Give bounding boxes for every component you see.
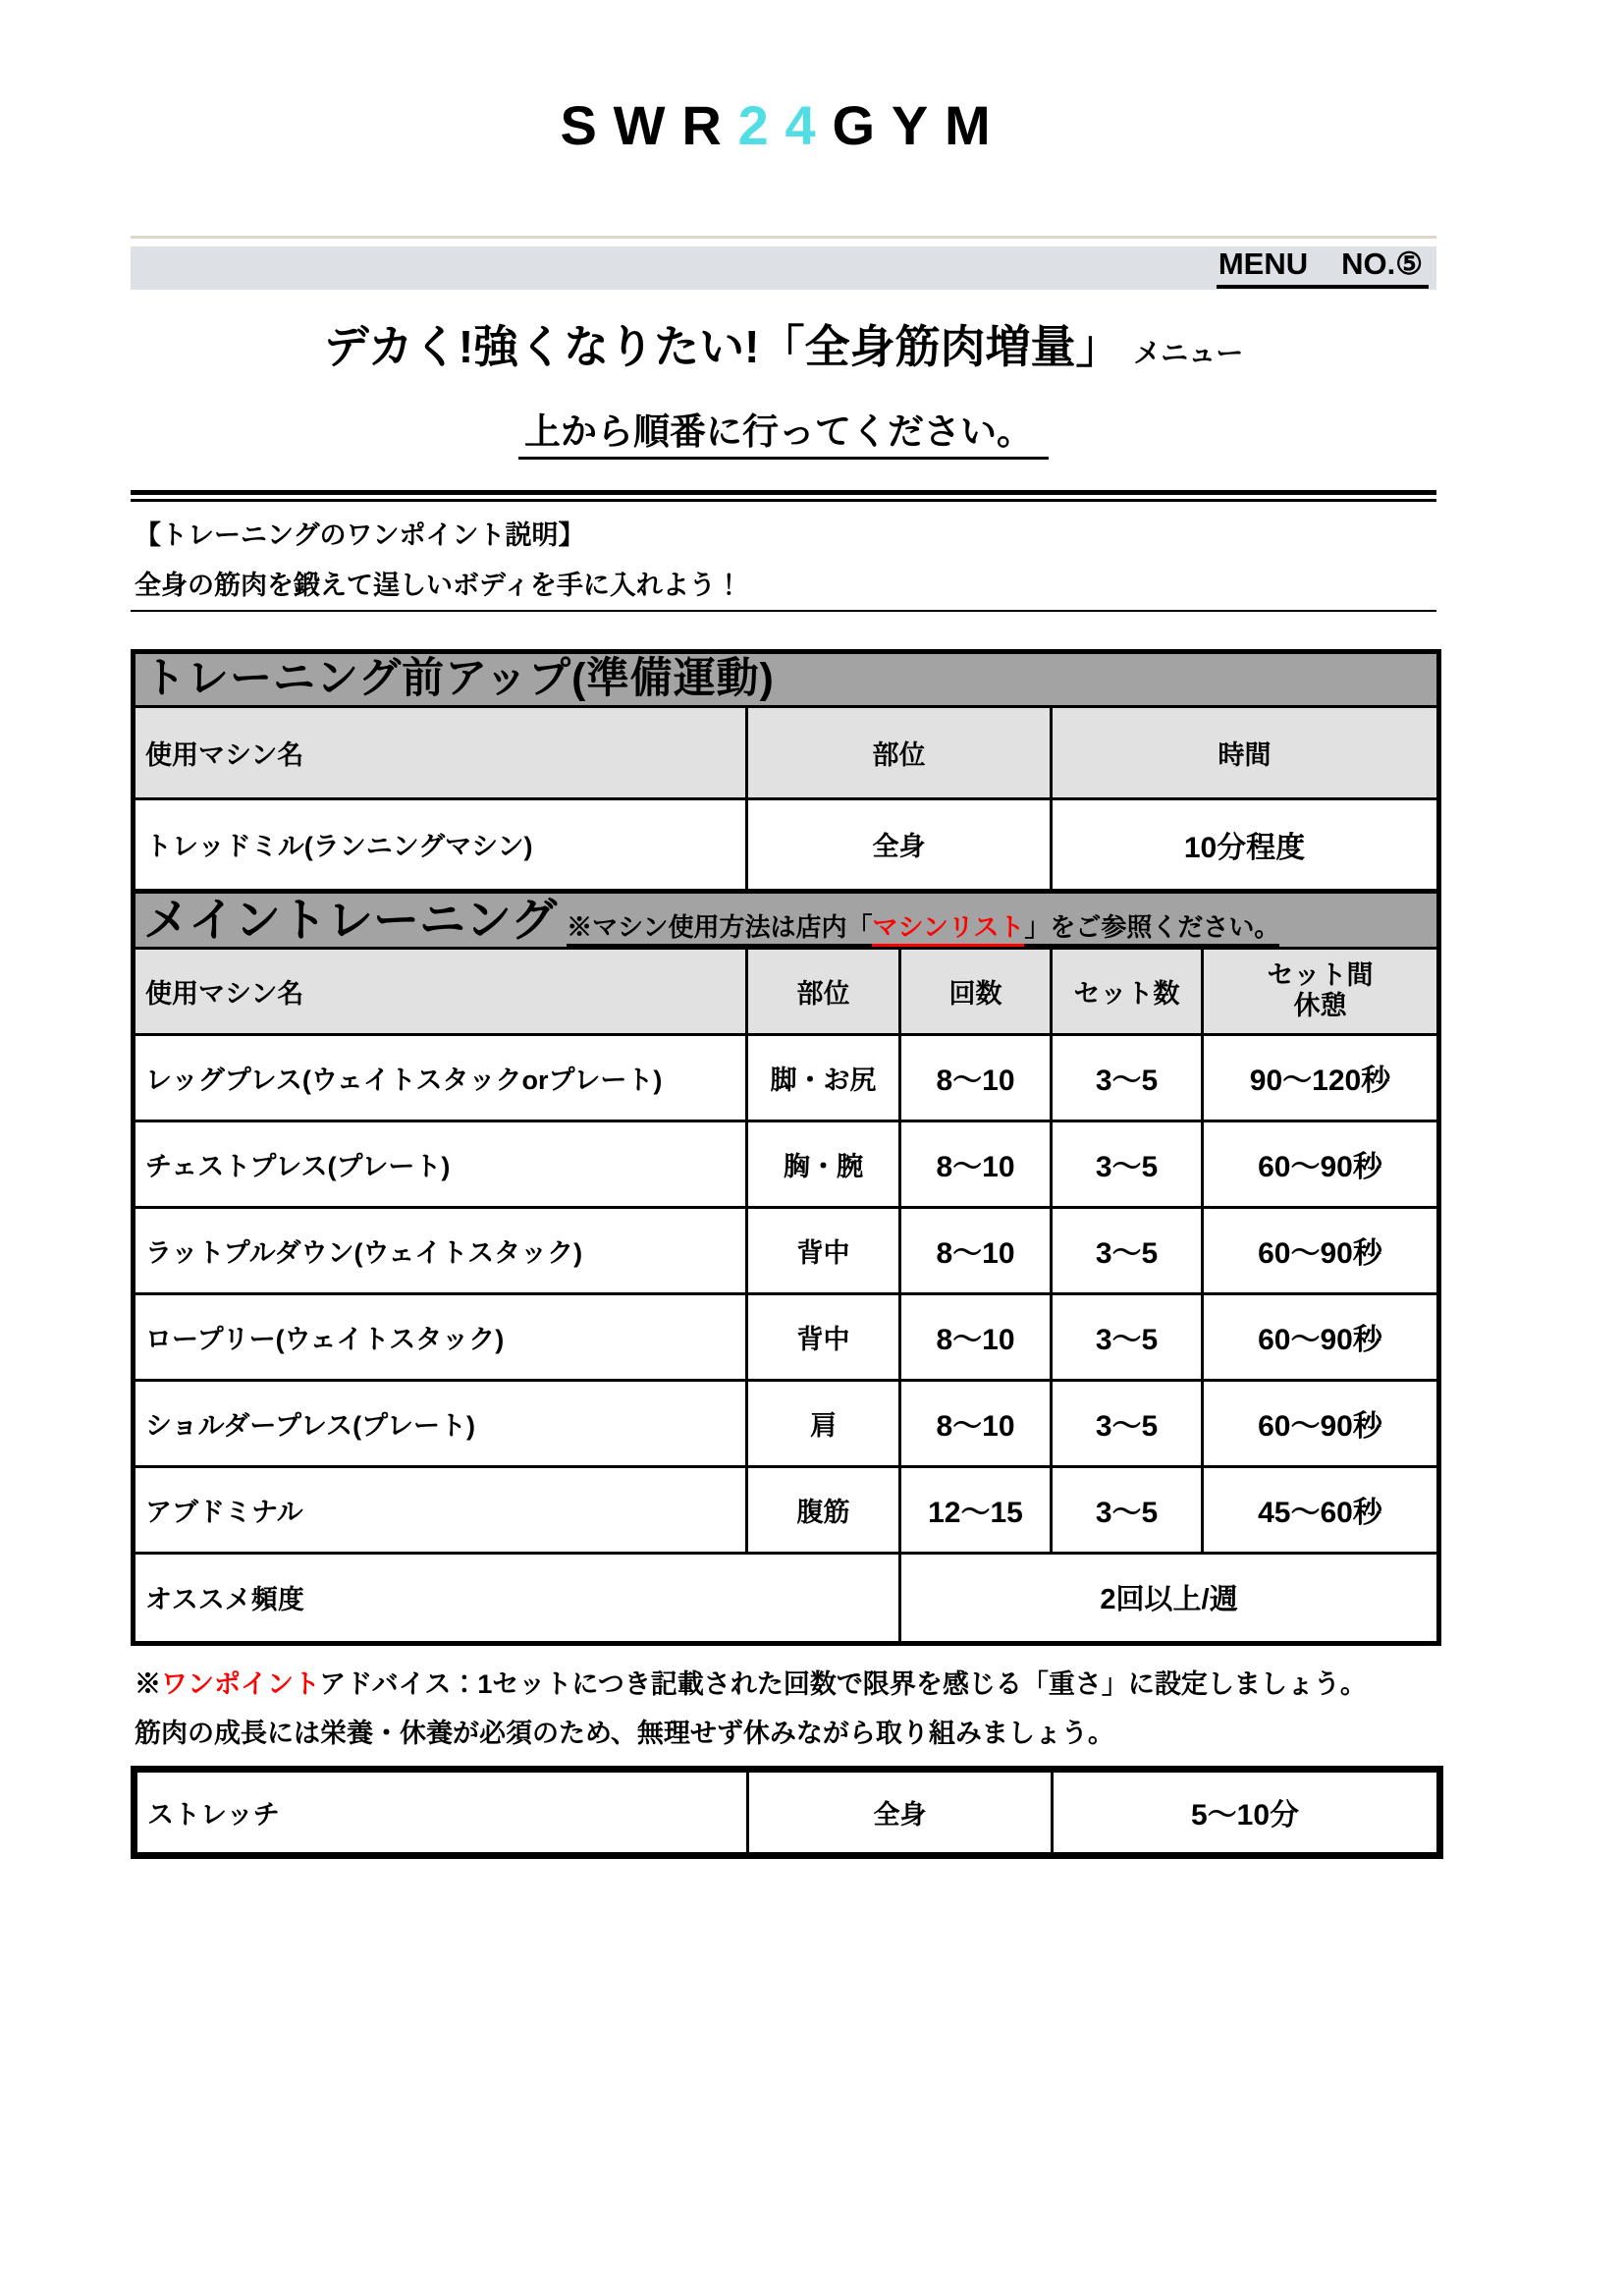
main-section-title: メイントレーニング bbox=[143, 893, 558, 946]
cell-rest: 60〜90秒 bbox=[1203, 1121, 1439, 1207]
cell-sets: 3〜5 bbox=[1052, 1207, 1203, 1293]
table-row bbox=[134, 1380, 1439, 1466]
stretch-table bbox=[131, 1766, 1443, 1859]
table-row bbox=[134, 798, 1439, 891]
gym-logo-post: GYM bbox=[832, 94, 1007, 156]
recommended-frequency-label: オススメ頻度 bbox=[134, 1553, 900, 1643]
cell-body-part: 全身 bbox=[748, 1769, 1053, 1855]
main-section-row bbox=[134, 891, 1439, 948]
cell-sets: 3〜5 bbox=[1052, 1121, 1203, 1207]
table-row bbox=[134, 1121, 1439, 1207]
table-row bbox=[134, 1034, 1439, 1121]
table-row bbox=[134, 1207, 1439, 1293]
advice-line1-rest: アドバイス：1セットにつき記載された回数で限界を感じる「重さ」に設定しましょう。 bbox=[319, 1668, 1367, 1699]
cell-machine-name: ロープリー(ウェイトスタック) bbox=[134, 1293, 747, 1380]
table-row bbox=[134, 1466, 1439, 1553]
col-header-time: 時間 bbox=[1052, 706, 1439, 798]
cell-sets: 3〜5 bbox=[1052, 1380, 1203, 1466]
cell-time: 10分程度 bbox=[1052, 798, 1439, 891]
warmup-section-header bbox=[134, 651, 1439, 706]
col-header-sets: セット数 bbox=[1052, 948, 1203, 1034]
divider-thin bbox=[131, 610, 1436, 612]
cell-sets: 3〜5 bbox=[1052, 1034, 1203, 1121]
cell-body-part: 腹筋 bbox=[747, 1466, 900, 1553]
cell-reps: 8〜10 bbox=[900, 1207, 1052, 1293]
cell-machine-name: ラットプルダウン(ウェイトスタック) bbox=[134, 1207, 747, 1293]
one-point-title: 【トレーニングのワンポイント説明】 bbox=[135, 519, 585, 550]
cell-body-part: 肩 bbox=[747, 1380, 900, 1466]
menu-number-badge bbox=[1217, 247, 1429, 288]
col-header-reps: 回数 bbox=[900, 948, 1052, 1034]
cell-body-part: 全身 bbox=[747, 798, 1052, 891]
divider-faint bbox=[131, 236, 1436, 239]
cell-body-part: 背中 bbox=[747, 1293, 900, 1380]
cell-rest: 60〜90秒 bbox=[1203, 1380, 1439, 1466]
one-point-body: 全身の筋肉を鍛えて逞しいボディを手に入れよう！ bbox=[135, 570, 742, 600]
cell-body-part: 胸・腕 bbox=[747, 1121, 900, 1207]
cell-rest: 60〜90秒 bbox=[1203, 1293, 1439, 1380]
one-point-advice bbox=[131, 1660, 1436, 1758]
menu-number: NO.⑤ bbox=[1341, 246, 1423, 282]
cell-sets: 3〜5 bbox=[1052, 1293, 1203, 1380]
advice-highlight: ワンポイント bbox=[161, 1668, 320, 1699]
col-header-machine-name: 使用マシン名 bbox=[134, 706, 747, 798]
cell-reps: 8〜10 bbox=[900, 1121, 1052, 1207]
col-header-rest bbox=[1203, 948, 1439, 1034]
warmup-section-row bbox=[134, 651, 1439, 706]
cell-reps: 8〜10 bbox=[900, 1380, 1052, 1466]
cell-machine-name: ショルダープレス(プレート) bbox=[134, 1380, 747, 1466]
col-header-body-part: 部位 bbox=[747, 948, 900, 1034]
warmup-header-row bbox=[134, 706, 1439, 798]
cell-body-part: 背中 bbox=[747, 1207, 900, 1293]
machine-list-note-suffix: 」をご参照ください。 bbox=[1024, 912, 1279, 947]
machine-list-link: マシンリスト bbox=[872, 912, 1024, 947]
menu-number-bar bbox=[131, 246, 1436, 290]
divider-double bbox=[131, 490, 1436, 502]
main-header-row bbox=[134, 948, 1439, 1034]
main-section-header bbox=[134, 891, 1439, 948]
warmup-table bbox=[131, 649, 1441, 894]
col-header-machine-name: 使用マシン名 bbox=[134, 948, 747, 1034]
recommended-frequency-row bbox=[134, 1553, 1439, 1643]
machine-list-note-prefix: ※マシン使用方法は店内「 bbox=[567, 912, 872, 947]
menu-title bbox=[131, 319, 1436, 376]
main-training-table bbox=[131, 889, 1441, 1646]
advice-line2: 筋肉の成長には栄養・休養が必須のため、無理せず休みながら取り組みましょう。 bbox=[135, 1718, 1114, 1748]
cell-body-part: 脚・お尻 bbox=[747, 1034, 900, 1121]
cell-rest: 60〜90秒 bbox=[1203, 1207, 1439, 1293]
warmup-section-title: トレーニング前アップ(準備運動) bbox=[143, 655, 775, 702]
table-row bbox=[134, 1293, 1439, 1380]
cell-time: 5〜10分 bbox=[1053, 1769, 1440, 1855]
sheet-content bbox=[131, 0, 1436, 1859]
gym-logo-24: 24 bbox=[737, 94, 833, 156]
advice-mark: ※ bbox=[135, 1668, 161, 1699]
machine-list-note bbox=[567, 907, 1279, 944]
gym-logo-pre: SWR bbox=[560, 94, 738, 156]
advice-line1 bbox=[135, 1660, 1436, 1709]
col-header-body-part: 部位 bbox=[747, 706, 1052, 798]
cell-machine-name: アブドミナル bbox=[134, 1466, 747, 1553]
cell-sets: 3〜5 bbox=[1052, 1466, 1203, 1553]
cell-reps: 8〜10 bbox=[900, 1293, 1052, 1380]
recommended-frequency-value: 2回以上/週 bbox=[900, 1553, 1439, 1643]
cell-machine-name: チェストプレス(プレート) bbox=[134, 1121, 747, 1207]
col-header-rest-line2: 休憩 bbox=[1293, 991, 1347, 1020]
cell-machine-name: ストレッチ bbox=[135, 1769, 748, 1855]
col-header-rest-line1: セット間 bbox=[1267, 959, 1374, 990]
order-instruction bbox=[131, 402, 1436, 455]
menu-title-suffix: メニュー bbox=[1133, 338, 1244, 368]
cell-reps: 8〜10 bbox=[900, 1034, 1052, 1121]
cell-machine-name: トレッドミル(ランニングマシン) bbox=[134, 798, 747, 891]
cell-rest: 45〜60秒 bbox=[1203, 1466, 1439, 1553]
cell-rest: 90〜120秒 bbox=[1203, 1034, 1439, 1121]
cell-reps: 12〜15 bbox=[900, 1466, 1052, 1553]
gym-logo bbox=[131, 0, 1436, 156]
menu-title-main: デカく!強くなりたい!「全身筋肉増量」 bbox=[323, 321, 1121, 372]
menu-word: MENU bbox=[1218, 246, 1309, 282]
cell-machine-name: レッグプレス(ウェイトスタックorプレート) bbox=[134, 1034, 747, 1121]
order-instruction-text: 上から順番に行ってください。 bbox=[518, 411, 1049, 460]
table-row bbox=[135, 1769, 1440, 1855]
